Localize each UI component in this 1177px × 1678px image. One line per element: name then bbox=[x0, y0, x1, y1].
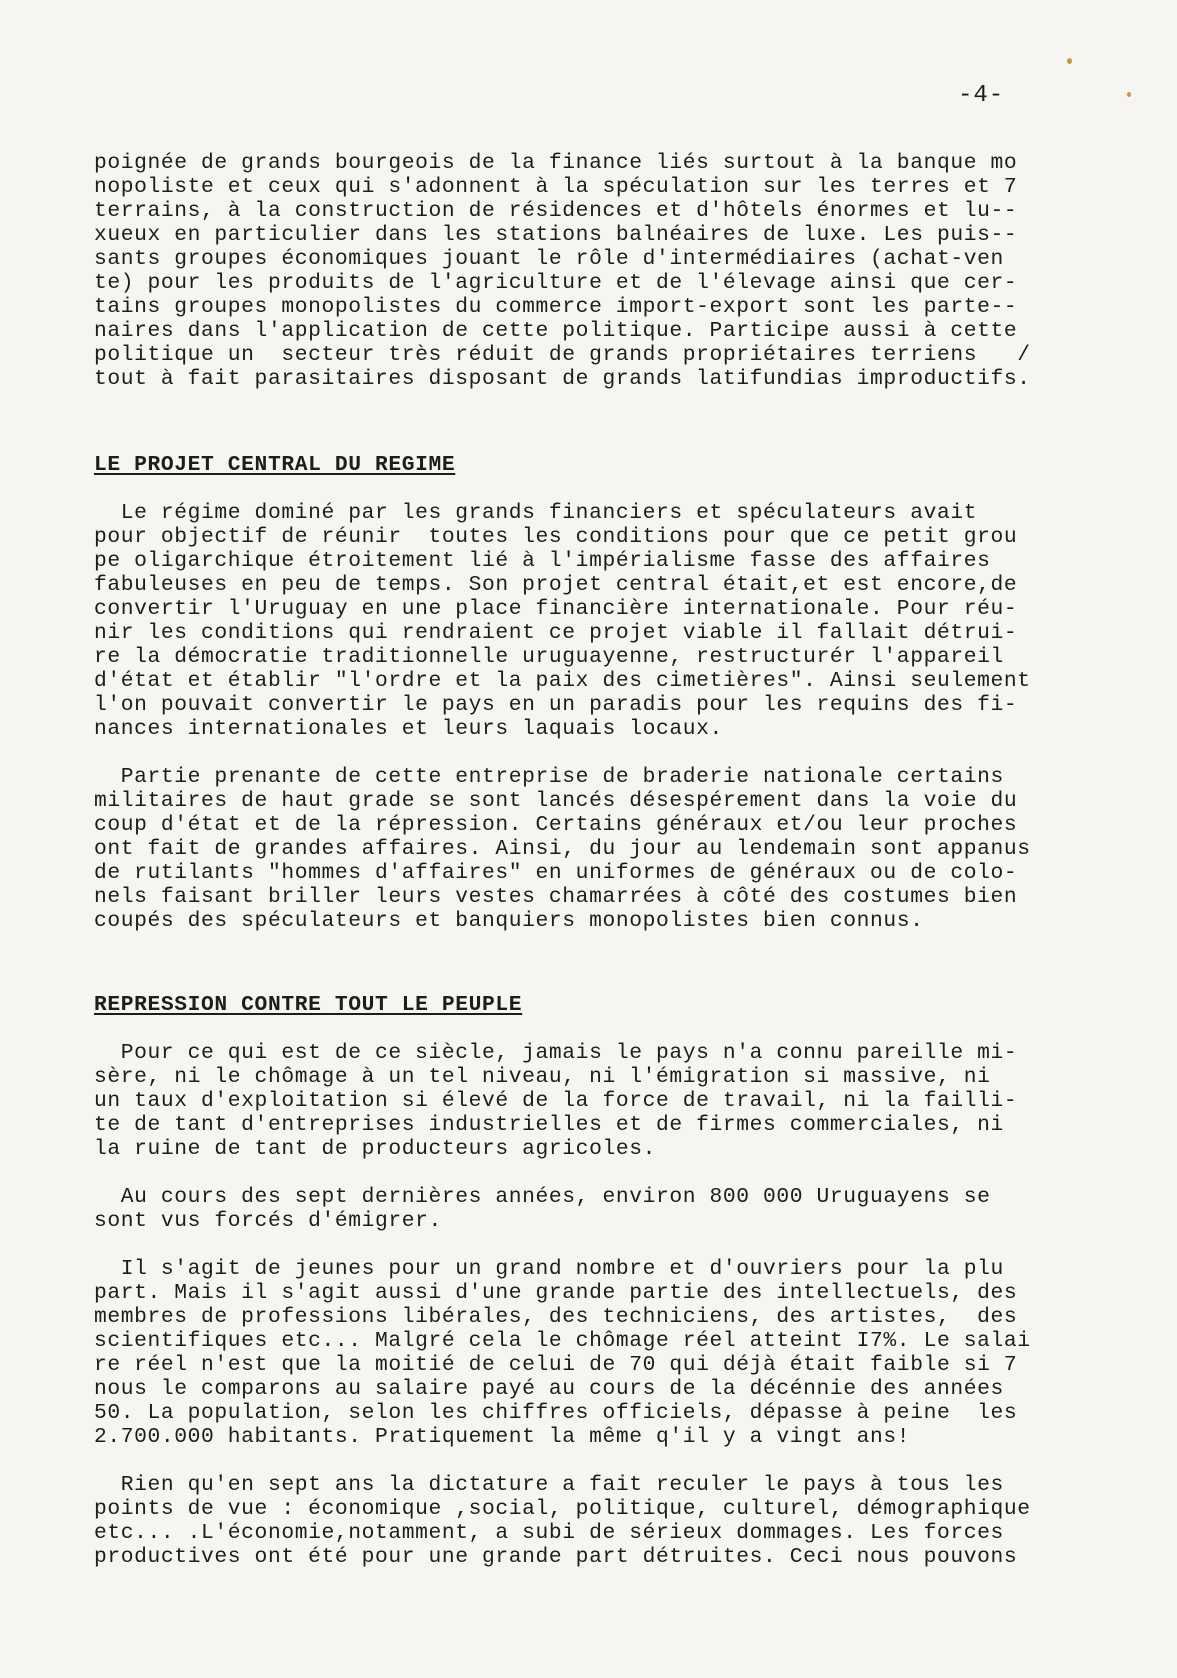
paragraph: Il s'agit de jeunes pour un grand nombre et d'ouvriers pour la plu part. Mais il s'agit aussi d'une grande partie des intellectuels, des membres de professions libérales, des techniciens, des artistes, des scientifiques etc... Malgré cela le chômage réel atteint I7%. Le salai re réel n'est que la moitié de celui de 70 qui déjà était faible si 7 nous le comparons au salaire payé au cours de la décénnie des années 50. La population, selon les chiffres officiels, dépasse à peine les 2.700.000 habitants. Pratiquement la même q'il y a vingt ans! bbox=[94, 1257, 1031, 1449]
paragraph: Partie prenante de cette entreprise de braderie nationale certains militaires de haut grade se sont lancés désespérement dans la voie du coup d'état et de la répression. Certains généraux et/ou leur proches ont fait de grandes affaires. Ainsi, du jour au lendemain sont appanus de rutilants "hommes d'affaires" en uniformes de généraux ou de colo- nels faisant briller leurs vestes chamarrées à côté des costumes bien coupés des spéculateurs et banquiers monopolistes bien connus. bbox=[94, 765, 1031, 933]
paper-spot bbox=[1067, 58, 1072, 64]
paragraph: Au cours des sept dernières années, environ 800 000 Uruguayens se sont vus forcés d'émigrer. bbox=[94, 1185, 991, 1233]
page-number: -4- bbox=[958, 82, 1005, 109]
section-heading-projet-central: LE PROJET CENTRAL DU REGIME bbox=[94, 453, 456, 477]
intro-paragraph: poignée de grands bourgeois de la finance liés surtout à la banque mo nopoliste et ceux qui s'adonnent à la spéculation sur les terres et 7 terrains, à la construction de résidences et d'hôtels énormes et lu-- xueux en particulier dans les stations balnéaires de luxe. Les puis-- sants groupes économiques jouant le rôle d'intermédiaires (achat-ven te) pour les produits de l'agriculture et de l'élevage ainsi que cer- tains groupes monopolistes du commerce import-export sont les parte-- naires dans l'application de cette politique. Participe aussi à cette politique un secteur très réduit de grands propriétaires terriens / tout à fait parasitaires disposant de grands latifundias improductifs. bbox=[94, 151, 1031, 391]
paragraph: Le régime dominé par les grands financiers et spéculateurs avait pour objectif de réunir toutes les conditions pour que ce petit grou pe oligarchique étroitement lié à l'impérialisme fasse des affaires fabuleuses en peu de temps. Son projet central était,et est encore,de convertir l'Uruguay en une place financière internationale. Pour réu- nir les conditions qui rendraient ce projet viable il fallait détrui- re la démocratie traditionnelle uruguayenne, restructurér l'appareil d'état et établir "l'ordre et la paix des cimetières". Ainsi seulement l'on pouvait convertir le pays en un paradis pour les requins des fi- nances internationales et leurs laquais locaux. bbox=[94, 501, 1031, 741]
paper-spot bbox=[1127, 92, 1131, 97]
section-heading-repression: REPRESSION CONTRE TOUT LE PEUPLE bbox=[94, 993, 523, 1017]
document-body bbox=[94, 151, 1104, 1569]
paragraph: Rien qu'en sept ans la dictature a fait reculer le pays à tous les points de vue : économique ,social, politique, culturel, démographique etc... .L'économie,notamment, a subi de sérieux dommages. Les forces productives ont été pour une grande part détruites. Ceci nous pouvons bbox=[94, 1473, 1031, 1569]
paragraph: Pour ce qui est de ce siècle, jamais le pays n'a connu pareille mi- sère, ni le chômage à un tel niveau, ni l'émigration si massive, ni un taux d'exploitation si élevé de la force de travail, ni la failli- te de tant d'entreprises industrielles et de firmes commerciales, ni la ruine de tant de producteurs agricoles. bbox=[94, 1041, 1018, 1161]
